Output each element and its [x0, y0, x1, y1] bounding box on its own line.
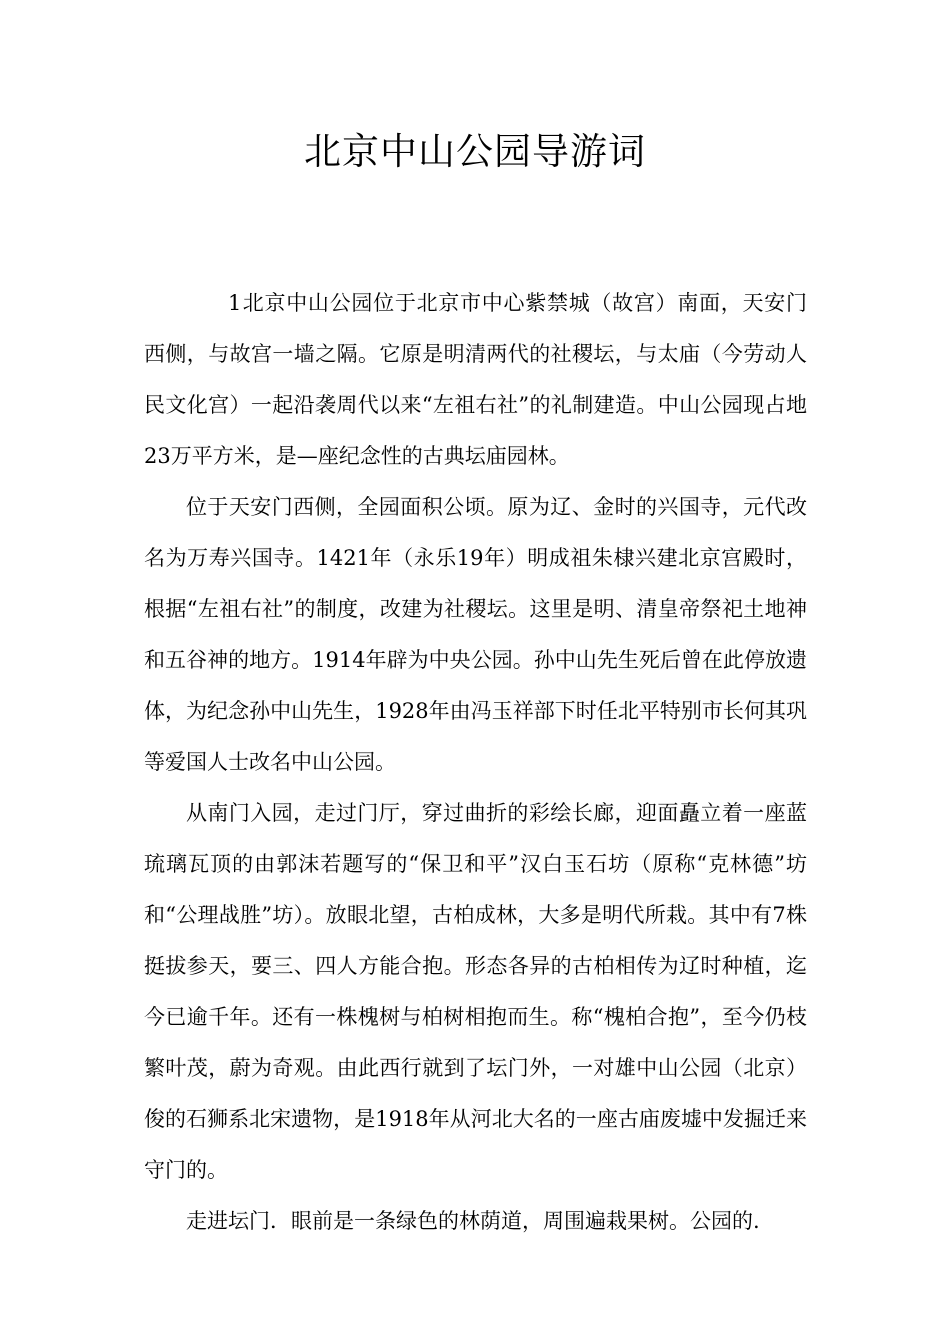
paragraph-1-text: 北京中山公园位于北京市中心紫禁城（故宫）南面，天安门西侧，与故宫一墙之隔。它原是明清两代的社稷坛，与太庙（今劳动人民文化宫）一起沿袭周代以来“左祖右社”的礼制建造。中山公园现占地23万平方米，是—座纪念性的古典坛庙园林。 — [144, 291, 807, 468]
paragraph-number: 1 — [228, 291, 242, 315]
document-title: 北京中山公园导游词 — [304, 130, 646, 173]
paragraph-3: 从南门入园，走过门厅，穿过曲折的彩绘长廊，迎面矗立着一座蓝琉璃瓦顶的由郭沫若题写的“保卫和平”汉白玉石坊（原称“克林德”坊和“公理战胜”坊）。放眼北望，古柏成林，大多是明代所栽。其中有7株挺拔参天，要三、四人方能合抱。形态各异的古柏相传为辽时种植，迄今已逾千年。还有一株槐树与柏树相抱而生。称“槐柏合抱”，至今仍枝繁叶茂，蔚为奇观。由此西行就到了坛门外，一对雄中山公园（北京）俊的石狮系北宋遗物，是1918年从河北大名的一座古庙废墟中发掘迁来守门的。 — [144, 801, 807, 1182]
paragraph-4: 走进坛门．眼前是一条绿色的林荫道，周围遍栽果树。公园的. — [186, 1209, 760, 1233]
document-body — [144, 278, 807, 1247]
paragraph-2: 位于天安门西侧，全园面积公顷。原为辽、金时的兴国寺，元代改名为万寿兴国寺。1421年（永乐19年）明成祖朱棣兴建北京宫殿时，根据“左祖右社”的制度，改建为社稷坛。这里是明、清皇帝祭祀土地神和五谷神的地方。1914年辟为中央公园。孙中山先生死后曾在此停放遗体，为纪念孙中山先生，1928年由冯玉祥部下时任北平特别市长何其巩等爱国人士改名中山公园。 — [144, 495, 807, 774]
paragraph-1 — [144, 278, 807, 482]
